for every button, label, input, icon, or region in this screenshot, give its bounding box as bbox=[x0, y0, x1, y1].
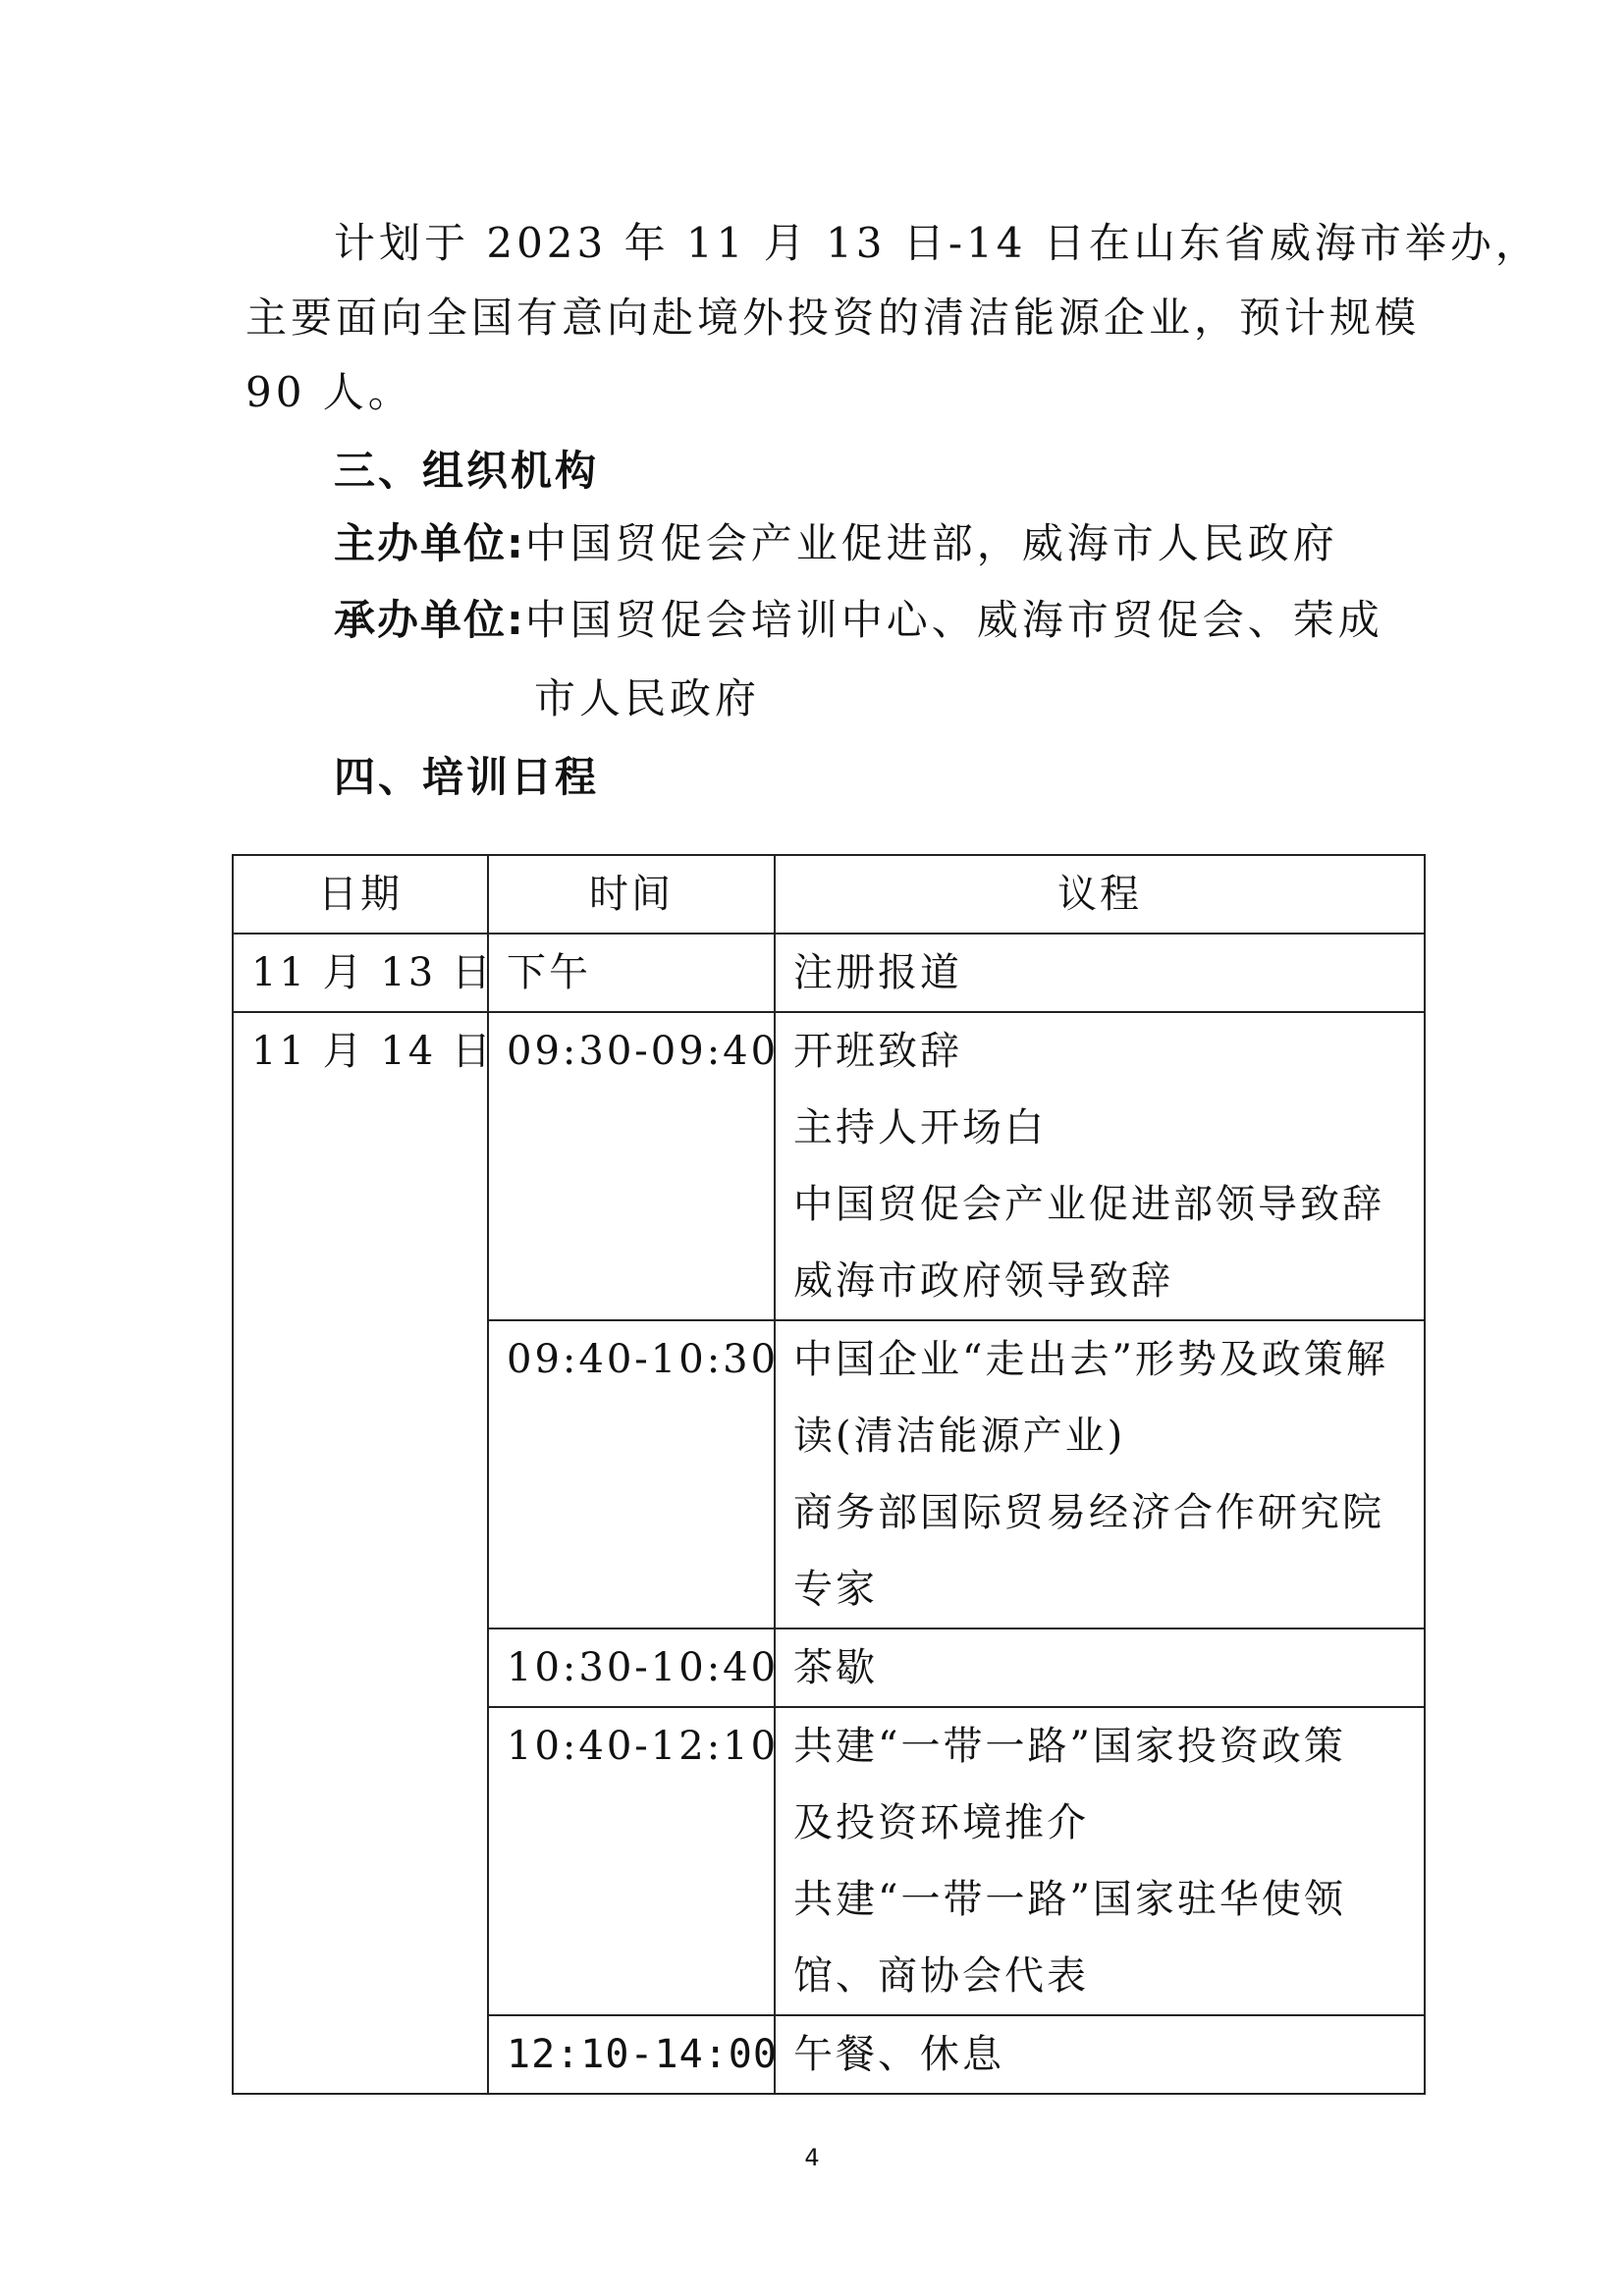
date-text: 11 月 14 日 bbox=[251, 1029, 494, 1074]
intro-line-1: 计划于 2023 年 11 月 13 日-14 日在山东省威海市举办， bbox=[334, 219, 1541, 267]
time-text: 10:40-12:10 bbox=[507, 1724, 780, 1769]
agenda-line: 注册报道 bbox=[793, 950, 962, 995]
section-4-heading: 四、培训日程 bbox=[334, 753, 600, 801]
section-3-heading: 三、组织机构 bbox=[334, 447, 600, 495]
agenda-line: 开班致辞 bbox=[793, 1029, 962, 1074]
agenda-cell bbox=[775, 1012, 1425, 1320]
time-text: 12:10-14:00 bbox=[507, 2032, 778, 2077]
agenda-line: 主持人开场白 bbox=[793, 1105, 1047, 1150]
agenda-cell bbox=[775, 1707, 1425, 2015]
time-cell bbox=[488, 2015, 778, 2094]
organizer-value-line-1: 中国贸促会培训中心、威海市贸促会、荣成 bbox=[524, 596, 1383, 644]
agenda-cell bbox=[775, 1320, 1425, 1629]
schedule-table bbox=[232, 854, 1426, 2095]
time-cell bbox=[488, 1707, 780, 2015]
time-text: 10:30-10:40 bbox=[507, 1645, 780, 1690]
agenda-line: 午餐、休息 bbox=[793, 2032, 1004, 2077]
table-row bbox=[233, 1012, 1425, 1320]
table-header-row bbox=[233, 855, 1425, 934]
intro-line-2: 主要面向全国有意向赴境外投资的清洁能源企业，预计规模 bbox=[245, 294, 1421, 342]
agenda-line: 威海市政府领导致辞 bbox=[793, 1258, 1173, 1304]
host-row bbox=[334, 518, 1338, 569]
agenda-line: 共建“一带一路”国家投资政策 bbox=[793, 1724, 1346, 1769]
agenda-line: 茶歇 bbox=[793, 1645, 878, 1690]
date-cell bbox=[233, 934, 494, 1012]
organizer-row bbox=[334, 595, 1383, 646]
agenda-line: 共建“一带一路”国家驻华使领 bbox=[793, 1877, 1346, 1922]
time-text: 下午 bbox=[507, 950, 591, 995]
header-agenda: 议程 bbox=[775, 855, 1425, 934]
agenda-line: 专家 bbox=[793, 1567, 878, 1612]
agenda-line: 及投资环境推介 bbox=[793, 1800, 1089, 1845]
date-cell bbox=[233, 1012, 494, 2094]
host-label: 主办单位: bbox=[334, 519, 525, 567]
agenda-cell bbox=[775, 1629, 1425, 1707]
agenda-cell bbox=[775, 934, 1425, 1012]
agenda-cell bbox=[775, 2015, 1425, 2094]
agenda-line: 商务部国际贸易经济合作研究院 bbox=[793, 1490, 1384, 1535]
time-cell bbox=[488, 1629, 780, 1707]
time-text: 09:40-10:30 bbox=[507, 1337, 780, 1382]
organizer-label: 承办单位: bbox=[334, 596, 525, 644]
agenda-line: 读(清洁能源产业) bbox=[793, 1414, 1126, 1459]
intro-line-3: 90 人。 bbox=[245, 368, 413, 416]
agenda-line: 馆、商协会代表 bbox=[793, 1953, 1089, 1999]
header-date: 日期 bbox=[233, 855, 488, 934]
time-cell bbox=[488, 1012, 780, 1320]
host-value: 中国贸促会产业促进部，威海市人民政府 bbox=[524, 519, 1338, 567]
organizer-value-line-2: 市人民政府 bbox=[534, 674, 761, 722]
agenda-line: 中国企业“走出去”形势及政策解 bbox=[793, 1337, 1388, 1382]
page-number: 4 bbox=[804, 2144, 820, 2171]
date-text: 11 月 13 日 bbox=[251, 950, 494, 995]
header-time: 时间 bbox=[488, 855, 775, 934]
table-row bbox=[233, 934, 1425, 1012]
time-cell bbox=[488, 1320, 780, 1629]
agenda-line: 中国贸促会产业促进部领导致辞 bbox=[793, 1182, 1384, 1227]
time-text: 09:30-09:40 bbox=[507, 1029, 780, 1074]
time-cell bbox=[488, 934, 775, 1012]
